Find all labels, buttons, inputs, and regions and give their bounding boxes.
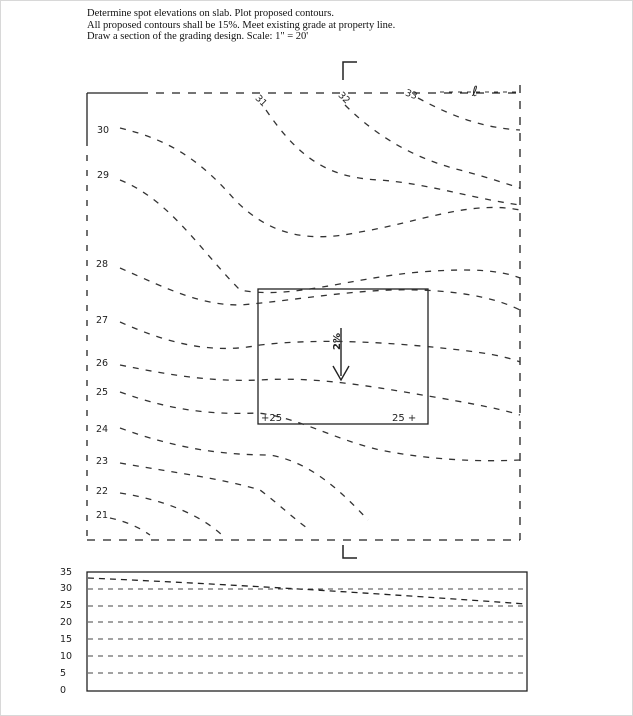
contour-label: 30 <box>97 125 110 136</box>
axis-label: 20 <box>60 617 73 628</box>
instruction-line-3: Draw a section of the grading design. Scale: 1" = 20' <box>87 31 309 42</box>
existing-contours <box>110 98 520 535</box>
contour-33 <box>418 98 520 130</box>
axis-label: 0 <box>60 685 67 696</box>
contour-label: 28 <box>96 259 109 270</box>
spot-elevation-west: +25 <box>261 413 283 424</box>
axis-label: 30 <box>60 583 73 594</box>
axis-label: 35 <box>60 567 73 578</box>
contour-23 <box>120 463 310 530</box>
contour-label: 23 <box>96 456 109 467</box>
contour-30 <box>120 128 520 237</box>
contour-label: 24 <box>96 424 109 435</box>
contour-24 <box>120 428 368 520</box>
centerline-label: ℓ <box>472 84 478 100</box>
existing-grade-profile <box>88 578 526 604</box>
spot-elevation-east: 25 + <box>392 413 417 424</box>
contour-32 <box>345 105 520 188</box>
section-grid <box>87 572 527 691</box>
axis-label: 25 <box>60 600 73 611</box>
contour-21 <box>110 518 150 535</box>
contour-26 <box>120 365 520 415</box>
contour-25 <box>120 392 520 461</box>
instruction-line-2: All proposed contours shall be 15%. Meet existing grade at property line. <box>87 19 396 31</box>
section-cut-marker <box>343 62 357 558</box>
slab-outline <box>258 289 428 424</box>
contour-22 <box>120 493 222 535</box>
contour-label: 33 <box>403 87 419 103</box>
contour-label: 26 <box>96 358 109 369</box>
axis-label: 5 <box>60 668 67 679</box>
contour-label: 32 <box>335 89 352 107</box>
instruction-line-1: Determine spot elevations on slab. Plot proposed contours. <box>87 8 335 19</box>
contour-29 <box>120 180 520 293</box>
contour-label: 29 <box>97 170 110 181</box>
contour-label: 21 <box>96 510 109 521</box>
centerline-marker <box>440 84 520 100</box>
contour-label: 25 <box>96 387 109 398</box>
contour-label: 22 <box>96 486 109 497</box>
slab-slope-label: 2% <box>332 333 343 350</box>
contour-label: 31 <box>252 92 269 110</box>
contour-label: 27 <box>96 315 109 326</box>
section-marker-top <box>343 62 357 80</box>
section-axis-labels <box>60 567 72 696</box>
axis-label: 15 <box>60 634 73 645</box>
section-marker-bottom <box>343 545 357 558</box>
contour-27 <box>120 322 520 362</box>
axis-label: 10 <box>60 651 73 662</box>
